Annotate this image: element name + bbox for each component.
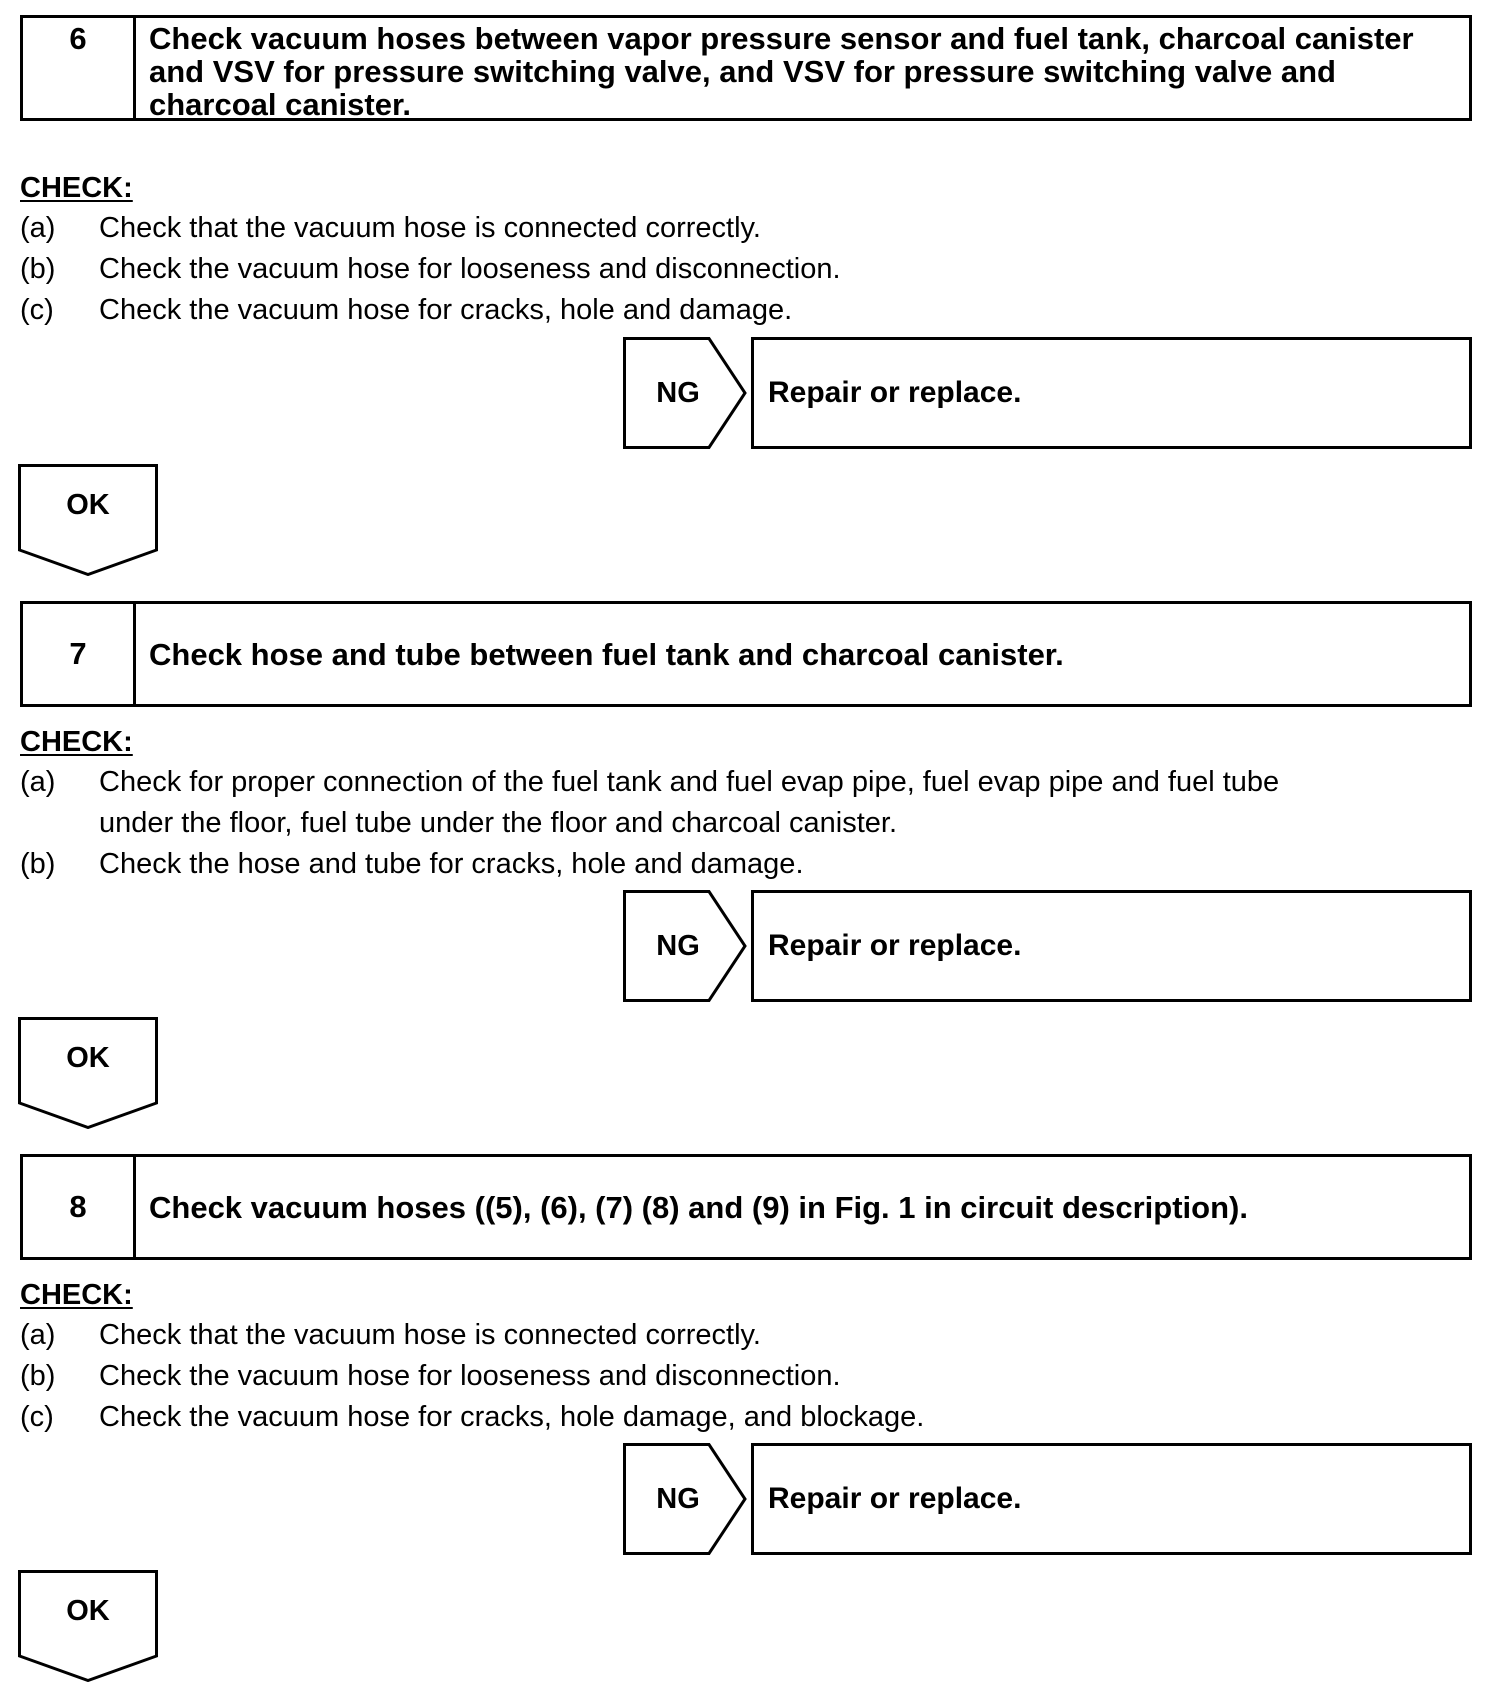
check-item — [20, 1356, 1320, 1397]
ng-action-box: Repair or replace. — [751, 890, 1472, 1002]
step-6-header — [20, 15, 1472, 121]
item-letter: (c) — [20, 294, 54, 326]
item-text: Check that the vacuum hose is connected correctly. — [99, 212, 761, 244]
item-letter: (c) — [20, 1401, 54, 1433]
ok-label: OK — [66, 1595, 110, 1627]
step-number: 7 — [23, 604, 136, 704]
step-number: 8 — [23, 1157, 136, 1257]
ng-label: NG — [656, 377, 700, 409]
item-text: Check the vacuum hose for cracks, hole damage, and blockage. — [99, 1401, 925, 1433]
check-item — [20, 762, 1280, 844]
check-heading: CHECK: — [20, 172, 133, 204]
ng-label: NG — [656, 1483, 700, 1515]
check-heading: CHECK: — [20, 1279, 133, 1311]
ng-label: NG — [656, 930, 700, 962]
item-text: Check the vacuum hose for looseness and disconnection. — [99, 1360, 841, 1392]
item-text: Check the hose and tube for cracks, hole and damage. — [99, 848, 804, 880]
ng-action-box: Repair or replace. — [751, 337, 1472, 449]
check-item — [20, 1397, 1320, 1438]
item-text: Check the vacuum hose for cracks, hole and damage. — [99, 294, 793, 326]
step-7-header — [20, 601, 1472, 707]
step-number: 6 — [23, 18, 136, 118]
item-letter: (b) — [20, 848, 56, 880]
check-item — [20, 290, 1320, 331]
item-text: Check the vacuum hose for looseness and disconnection. — [99, 253, 841, 285]
item-text: Check that the vacuum hose is connected correctly. — [99, 1319, 761, 1351]
step-title: Check hose and tube between fuel tank and charcoal canister. — [149, 636, 1064, 672]
item-letter: (b) — [20, 1360, 56, 1392]
item-letter: (a) — [20, 212, 56, 244]
check-item — [20, 1315, 1320, 1356]
ng-action-box: Repair or replace. — [751, 1443, 1472, 1555]
item-letter: (a) — [20, 766, 56, 798]
item-text: Check for proper connection of the fuel tank and fuel evap pipe, fuel evap pipe and fuel tube under the floor, fuel tube under the floor and charcoal canister. — [99, 766, 1280, 839]
item-letter: (a) — [20, 1319, 56, 1351]
check-item — [20, 249, 1320, 290]
ok-label: OK — [66, 1042, 110, 1074]
step-title: Check vacuum hoses ((5), (6), (7) (8) and (9) in Fig. 1 in circuit description). — [149, 1189, 1248, 1225]
ok-label: OK — [66, 489, 110, 521]
check-item — [20, 844, 1320, 885]
step-title: Check vacuum hoses between vapor pressure sensor and fuel tank, charcoal canister and VSV for pressure switching valve, and VSV for pressure switching valve and charcoal canister. — [149, 21, 1414, 122]
step-8-header — [20, 1154, 1472, 1260]
check-heading: CHECK: — [20, 726, 133, 758]
check-item — [20, 208, 1320, 249]
item-letter: (b) — [20, 253, 56, 285]
